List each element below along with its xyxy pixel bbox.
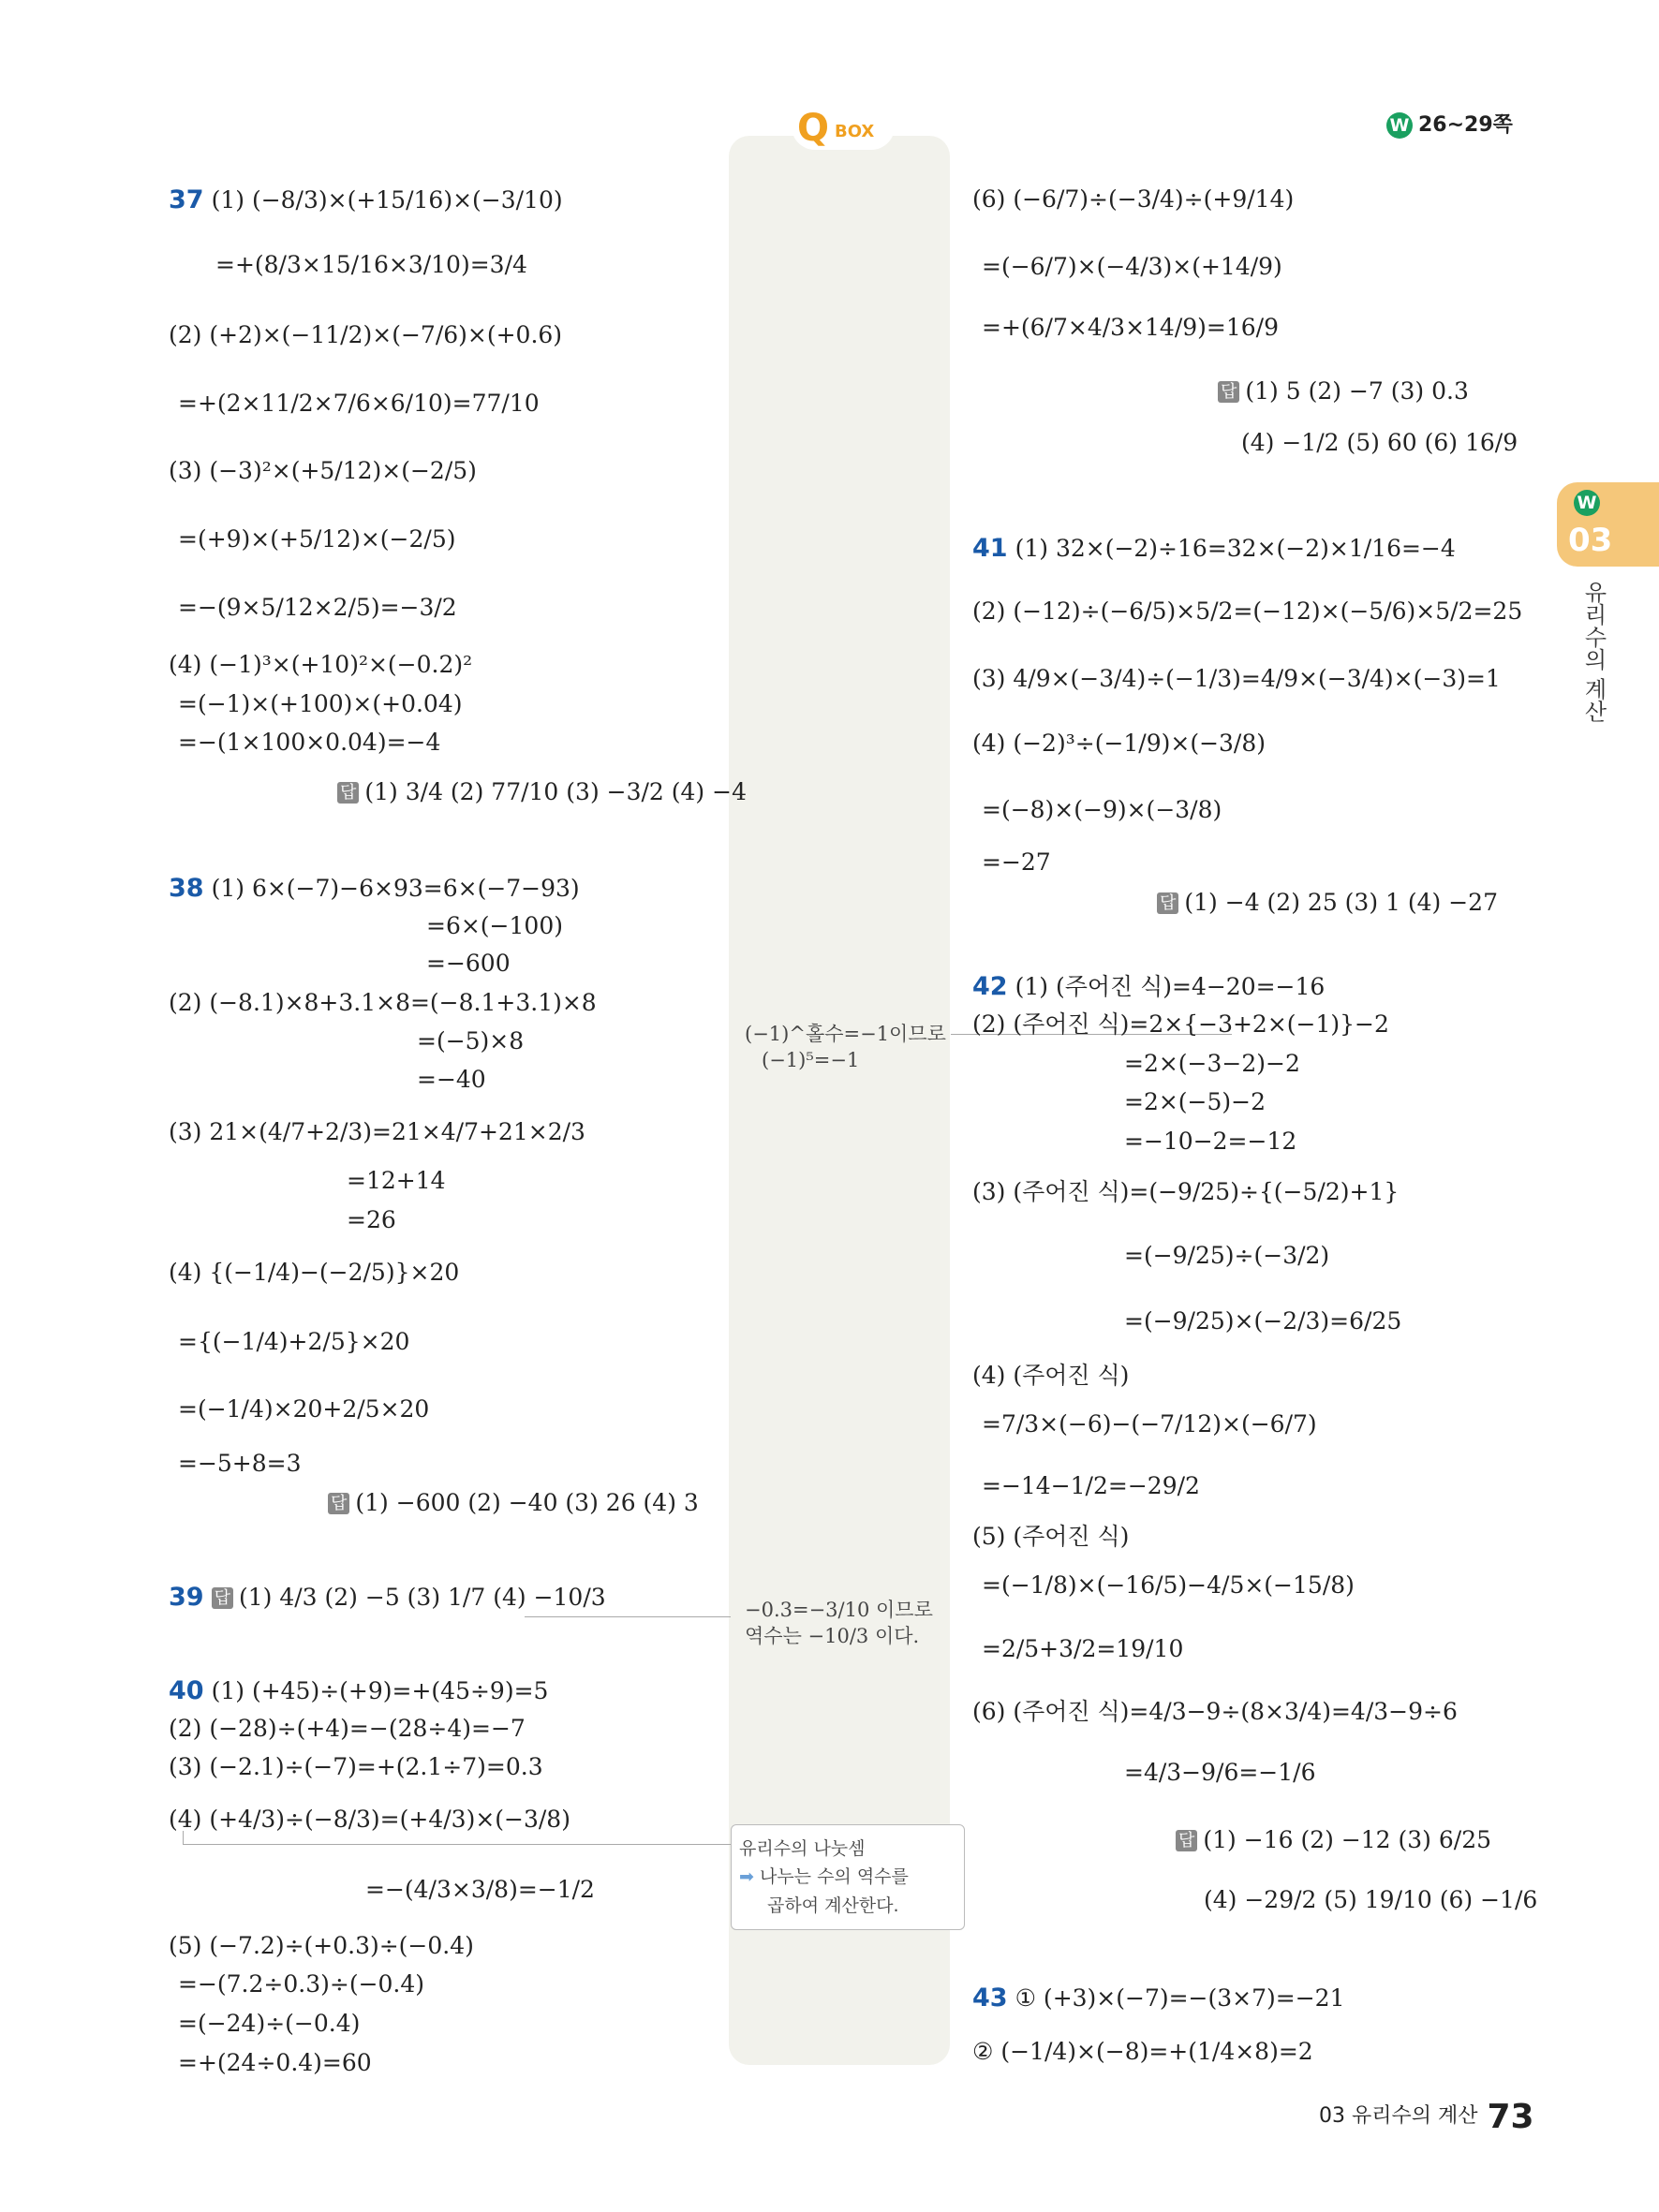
right-line — [1124, 1309, 1401, 1333]
right-line — [972, 536, 1456, 561]
note-reciprocal — [745, 1597, 933, 1650]
left-line — [178, 1397, 429, 1421]
left-line — [215, 253, 527, 276]
equation-text: (3) (−2.1)÷(−7)=+(2.1÷7)=0.3 — [169, 1753, 543, 1780]
equation-text: =(−1)×(+100)×(+0.04) — [178, 690, 463, 717]
right-line — [1204, 1888, 1537, 1911]
chapter-tab — [1557, 482, 1659, 567]
right-line — [1218, 379, 1469, 403]
left-line — [426, 951, 511, 975]
equation-text: (4) −29/2 (5) 19/10 (6) −1/6 — [1204, 1886, 1538, 1913]
page-range-badge — [1386, 109, 1513, 139]
equation-text: =−(4/3×3/8)=−1/2 — [365, 1876, 595, 1903]
right-line — [982, 316, 1279, 339]
right-line — [1124, 1052, 1300, 1075]
equation-text: (2) (+2)×(−11/2)×(−7/6)×(+0.6) — [169, 321, 563, 348]
right-line — [982, 798, 1222, 821]
left-line — [178, 527, 455, 551]
page-number: 73 — [1487, 2098, 1534, 2136]
equation-text: (2) (−8.1)×8+3.1×8=(−8.1+3.1)×8 — [169, 989, 597, 1016]
equation-text: =(−24)÷(−0.4) — [178, 2010, 361, 2037]
equation-text: (3) 21×(4/7+2/3)=21×4/7+21×2/3 — [169, 1118, 585, 1145]
problem-number: 39 — [169, 1583, 204, 1612]
left-line — [178, 2012, 360, 2035]
equation-text: =−(9×5/12×2/5)=−3/2 — [178, 594, 457, 621]
equation-text: =−600 — [426, 950, 511, 977]
equation-text: =+(2×11/2×7/6×6/10)=77/10 — [178, 390, 540, 417]
tip-title: 유리수의 나눗셈 — [739, 1838, 866, 1859]
equation-text: ② (−1/4)×(−8)=+(1/4×8)=2 — [972, 2038, 1313, 2065]
equation-text: =−(1×100×0.04)=−4 — [178, 729, 441, 756]
left-line — [178, 596, 457, 619]
equation-text: (1) 32×(−2)÷16=32×(−2)×1/16=−4 — [1015, 535, 1456, 562]
left-line — [178, 1972, 424, 1996]
answer-mark-icon: 답 — [337, 782, 359, 804]
left-line — [169, 187, 563, 213]
pointer-line-3v — [183, 1831, 184, 1844]
note-reciprocal-line2: 역수는 −10/3 이다. — [745, 1625, 920, 1648]
right-line — [982, 1474, 1200, 1497]
equation-text: (1) (주어진 식)=4−20=−16 — [1015, 973, 1326, 1000]
equation-text: =+(8/3×15/16×3/10)=3/4 — [215, 251, 527, 278]
equation-text: =(−1/8)×(−16/5)−4/5×(−15/8) — [982, 1571, 1355, 1599]
workbook-icon: W — [1574, 490, 1600, 516]
left-line — [426, 914, 563, 937]
note-odd-power — [745, 1021, 946, 1074]
equation-text: =2×(−3−2)−2 — [1124, 1050, 1300, 1077]
left-line — [337, 780, 747, 804]
left-line — [328, 1491, 699, 1514]
right-line — [982, 1412, 1317, 1436]
division-tip-box — [731, 1824, 965, 1930]
left-line — [169, 1934, 474, 1957]
equation-text: =−27 — [982, 848, 1051, 876]
right-line — [1124, 1761, 1316, 1784]
tip-line2: 곱하여 계산한다. — [767, 1895, 899, 1916]
left-line — [169, 459, 477, 482]
left-line — [169, 1261, 459, 1284]
left-line — [169, 991, 597, 1014]
right-line — [972, 1012, 1389, 1036]
equation-text: =+(24÷0.4)=60 — [178, 2049, 372, 2076]
page-range: 26~29쪽 — [1418, 113, 1513, 137]
left-line — [178, 1452, 302, 1475]
answer-text: (1) 3/4 (2) 77/10 (3) −3/2 (4) −4 — [364, 778, 747, 805]
footer-chapter: 03 유리수의 계산 — [1319, 2104, 1478, 2128]
right-line — [1124, 1244, 1329, 1267]
left-line — [169, 1120, 585, 1143]
note-reciprocal-line1: −0.3=−3/10 이므로 — [745, 1599, 933, 1621]
right-line — [972, 731, 1266, 755]
right-line — [982, 255, 1282, 278]
equation-text: =6×(−100) — [426, 912, 563, 939]
chapter-title-vertical: 유리수의 계산 — [1580, 581, 1607, 723]
qbox-q: Q — [797, 107, 830, 150]
left-line — [178, 2051, 372, 2074]
left-line — [169, 1717, 526, 1740]
problem-number: 41 — [972, 534, 1008, 563]
left-line — [178, 391, 540, 415]
equation-text: (6) (주어진 식)=4/3−9÷(8×3/4)=4/3−9÷6 — [972, 1698, 1458, 1725]
equation-text: =12+14 — [347, 1167, 446, 1194]
answer-mark-icon: 답 — [328, 1493, 349, 1514]
equation-text: =(−9/25)×(−2/3)=6/25 — [1124, 1307, 1402, 1335]
equation-text: (3) (주어진 식)=(−9/25)÷{(−5/2)+1} — [972, 1178, 1400, 1205]
answer-mark-icon: 답 — [1157, 892, 1178, 914]
equation-text: =−10−2=−12 — [1124, 1128, 1297, 1155]
equation-text: (2) (−28)÷(+4)=−(28÷4)=−7 — [169, 1715, 526, 1742]
equation-text: =7/3×(−6)−(−7/12)×(−6/7) — [982, 1410, 1317, 1438]
qbox-column — [729, 136, 950, 2065]
pointer-line-2 — [525, 1616, 731, 1617]
equation-text: =26 — [347, 1206, 396, 1233]
left-line — [169, 1755, 543, 1778]
equation-text: ① (+3)×(−7)=−(3×7)=−21 — [1015, 1984, 1345, 2012]
left-line — [169, 323, 562, 347]
equation-text: =+(6/7×4/3×14/9)=16/9 — [982, 314, 1279, 341]
right-line — [1124, 1129, 1296, 1153]
problem-number: 38 — [169, 874, 204, 903]
answer-text: (1) −16 (2) −12 (3) 6/25 — [1203, 1826, 1492, 1853]
workbook-icon: W — [1386, 112, 1413, 139]
equation-text: (4) (−1)³×(+10)²×(−0.2)² — [169, 651, 473, 678]
arrow-right-icon: ➡ — [739, 1866, 754, 1888]
equation-text: (2) (−12)÷(−6/5)×5/2=(−12)×(−5/6)×5/2=25 — [972, 597, 1523, 625]
problem-number: 37 — [169, 185, 204, 214]
equation-text: (4) (−2)³÷(−1/9)×(−3/8) — [972, 730, 1266, 757]
equation-text: =(−9/25)÷(−3/2) — [1124, 1242, 1330, 1269]
right-line — [1124, 1090, 1266, 1113]
right-line — [972, 1364, 1129, 1387]
left-line — [178, 692, 463, 715]
equation-text: =−(7.2÷0.3)÷(−0.4) — [178, 1970, 425, 1998]
right-line — [1176, 1828, 1491, 1851]
tip-line1: 나누는 수의 역수를 — [759, 1866, 909, 1888]
equation-text: (4) (+4/3)÷(−8/3)=(+4/3)×(−3/8) — [169, 1806, 570, 1833]
left-line — [417, 1029, 524, 1053]
equation-text: ={(−1/4)+2/5}×20 — [178, 1328, 410, 1355]
right-line — [972, 187, 1294, 211]
right-line — [1157, 891, 1498, 914]
note-odd-power-line2: (−1)⁵=−1 — [762, 1049, 860, 1072]
equation-text: =(−8)×(−9)×(−3/8) — [982, 796, 1222, 823]
left-line — [347, 1169, 446, 1192]
answer-mark-icon: 답 — [1218, 381, 1239, 403]
left-line — [169, 1585, 606, 1610]
answer-text: (1) −4 (2) 25 (3) 1 (4) −27 — [1184, 889, 1498, 916]
equation-text: (2) (주어진 식)=2×{−3+2×(−1)}−2 — [972, 1010, 1389, 1038]
left-line — [169, 1807, 570, 1831]
equation-text: =4/3−9/6=−1/6 — [1124, 1759, 1316, 1786]
right-line — [972, 667, 1501, 690]
left-line — [169, 876, 580, 901]
left-line — [347, 1208, 396, 1231]
equation-text: =2/5+3/2=19/10 — [982, 1635, 1184, 1662]
equation-text: =−14−1/2=−29/2 — [982, 1472, 1200, 1499]
equation-text: =−40 — [417, 1066, 486, 1093]
equation-text: =(−1/4)×20+2/5×20 — [178, 1395, 430, 1423]
equation-text: =2×(−5)−2 — [1124, 1088, 1266, 1115]
answer-text: (1) −600 (2) −40 (3) 26 (4) 3 — [355, 1489, 699, 1516]
pointer-line-3 — [183, 1844, 731, 1845]
left-line — [417, 1068, 486, 1091]
equation-text: (3) 4/9×(−3/4)÷(−1/3)=4/9×(−3/4)×(−3)=1 — [972, 665, 1501, 692]
equation-text: (4) (주어진 식) — [972, 1362, 1130, 1389]
equation-text: (3) (−3)²×(+5/12)×(−2/5) — [169, 457, 477, 484]
left-line — [178, 1330, 409, 1353]
equation-text: (4) −1/2 (5) 60 (6) 16/9 — [1241, 429, 1518, 456]
answer-mark-icon: 답 — [1176, 1830, 1197, 1851]
page-footer — [1319, 2098, 1534, 2136]
right-line — [972, 2040, 1313, 2063]
left-line — [169, 1678, 548, 1703]
left-line — [178, 730, 440, 754]
equation-text: (6) (−6/7)÷(−3/4)÷(+9/14) — [972, 185, 1295, 213]
chapter-number: 03 — [1568, 522, 1613, 559]
problem-number: 43 — [972, 1983, 1008, 2013]
answer-text: (1) 4/3 (2) −5 (3) 1/7 (4) −10/3 — [238, 1584, 606, 1611]
left-line — [169, 653, 472, 676]
left-line — [365, 1878, 595, 1901]
answer-mark-icon: 답 — [212, 1587, 233, 1609]
equation-text: =−5+8=3 — [178, 1450, 302, 1477]
right-line — [972, 599, 1522, 623]
qbox-logo — [792, 103, 895, 150]
equation-text: (4) {(−1/4)−(−2/5)}×20 — [169, 1259, 460, 1286]
right-line — [982, 1573, 1355, 1597]
answer-text: (1) 5 (2) −7 (3) 0.3 — [1245, 377, 1469, 405]
equation-text: (1) (−8/3)×(+15/16)×(−3/10) — [211, 186, 563, 214]
right-line — [982, 850, 1051, 874]
right-line — [972, 974, 1325, 999]
equation-text: (5) (주어진 식) — [972, 1523, 1130, 1550]
right-line — [972, 1700, 1458, 1723]
problem-number: 42 — [972, 972, 1008, 1001]
right-line — [972, 1525, 1129, 1548]
equation-text: =(−5)×8 — [417, 1027, 525, 1054]
equation-text: (1) 6×(−7)−6×93=6×(−7−93) — [211, 875, 580, 902]
right-line — [1241, 431, 1518, 454]
note-odd-power-line1: (−1)^홀수=−1이므로 — [745, 1023, 946, 1045]
right-line — [982, 1637, 1183, 1660]
right-line — [972, 1985, 1344, 2011]
equation-text: (5) (−7.2)÷(+0.3)÷(−0.4) — [169, 1932, 474, 1959]
problem-number: 40 — [169, 1676, 204, 1705]
equation-text: =(−6/7)×(−4/3)×(+14/9) — [982, 253, 1282, 280]
right-line — [972, 1180, 1399, 1203]
equation-text: (1) (+45)÷(+9)=+(45÷9)=5 — [211, 1677, 549, 1704]
qbox-label: BOX — [835, 122, 875, 141]
equation-text: =(+9)×(+5/12)×(−2/5) — [178, 525, 456, 553]
